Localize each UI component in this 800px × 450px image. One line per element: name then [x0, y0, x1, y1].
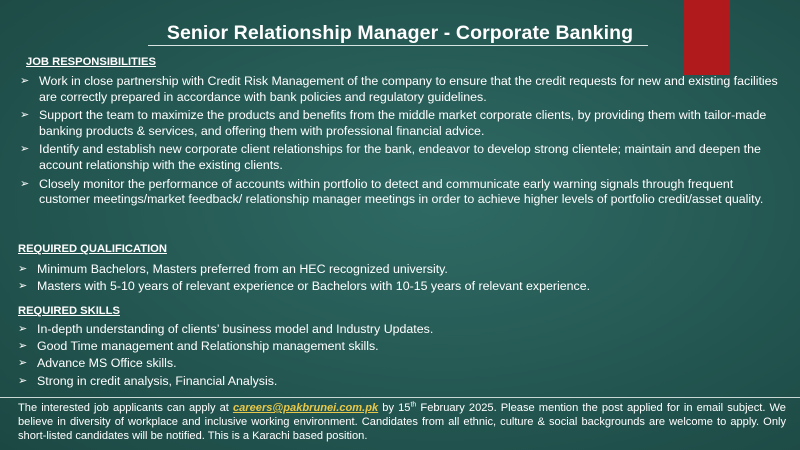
arrow-bullet-icon: ➢	[20, 75, 30, 87]
skill-text: Advance MS Office skills.	[37, 356, 177, 371]
list-item	[20, 108, 780, 139]
list-item	[18, 339, 788, 355]
arrow-bullet-icon: ➢	[18, 263, 28, 275]
arrow-bullet-icon: ➢	[18, 357, 28, 370]
list-item	[20, 74, 780, 105]
list-item	[20, 142, 780, 173]
qualification-text: Minimum Bachelors, Masters preferred from an HEC recognized university.	[37, 262, 448, 276]
email-link[interactable]: careers@pakbrunei.com.pk	[232, 402, 379, 414]
arrow-bullet-icon: ➢	[18, 340, 28, 353]
list-item	[18, 374, 788, 390]
arrow-bullet-icon: ➢	[18, 323, 28, 335]
responsibility-text: Work in close partnership with Credit Risk Management of the company to ensure that the credit requests for new and existing facilities are correctly prepared in accordance with bank policies and regulatory guidelines.	[39, 74, 778, 104]
arrow-bullet-icon: ➢	[20, 143, 30, 156]
arrow-bullet-icon: ➢	[20, 109, 30, 122]
footer-divider	[0, 397, 800, 398]
footer-intro-text: The interested job applicants can apply at	[18, 402, 233, 414]
application-footer	[18, 402, 786, 444]
list-item	[18, 356, 788, 372]
skills-list	[18, 322, 788, 391]
title-underline	[148, 45, 648, 46]
arrow-bullet-icon: ➢	[18, 374, 28, 387]
skill-text: Good Time management and Relationship management skills.	[37, 339, 379, 354]
arrow-bullet-icon: ➢	[18, 280, 28, 293]
list-item	[18, 279, 788, 295]
date-suffix: th	[410, 401, 417, 409]
skills-heading: REQUIRED SKILLS	[18, 305, 120, 317]
responsibility-text: Support the team to maximize the products and benefits from the middle market corporate clients, by providing them with tailor-made banking products & services, and offering them with professional financial advice.	[39, 108, 767, 138]
responsibilities-list	[20, 74, 780, 211]
list-item	[20, 177, 780, 208]
footer-body-text: February 2025. Please mention the post applied for in email subject. We believe in diversity of workplace and inclusive working environment. Candidates from all ethnic, culture & social backgrounds are welcome to apply. Only short-listed candidates will be notified. This is a Karachi based position.	[18, 402, 786, 442]
qualification-list	[18, 262, 788, 296]
responsibility-text: Identify and establish new corporate client relationships for the bank, endeavor to develop strong clientele; maintain and deepen the account relationship with the existing clients.	[39, 142, 761, 172]
responsibilities-heading: JOB RESPONSIBILITIES	[26, 56, 156, 68]
qualification-heading: REQUIRED QUALIFICATION	[18, 243, 167, 255]
page-title: Senior Relationship Manager - Corporate Banking	[166, 22, 634, 44]
skill-text: Strong in credit analysis, Financial Analysis.	[37, 373, 278, 388]
arrow-bullet-icon: ➢	[20, 177, 30, 190]
list-item	[18, 322, 788, 338]
footer-deadline-text: by 15	[378, 402, 411, 414]
qualification-text: Masters with 5-10 years of relevant experience or Bachelors with 10-15 years of relevant experience.	[37, 279, 591, 294]
skill-text: In-depth understanding of clients’ business model and Industry Updates.	[37, 322, 434, 336]
responsibility-text: Closely monitor the performance of accounts within portfolio to detect and communicate early warning signals through frequent customer meetings/market feedback/ relationship manager meetings in order to achieve higher levels of portfolio credit/asset quality.	[39, 176, 764, 207]
list-item	[18, 262, 788, 278]
